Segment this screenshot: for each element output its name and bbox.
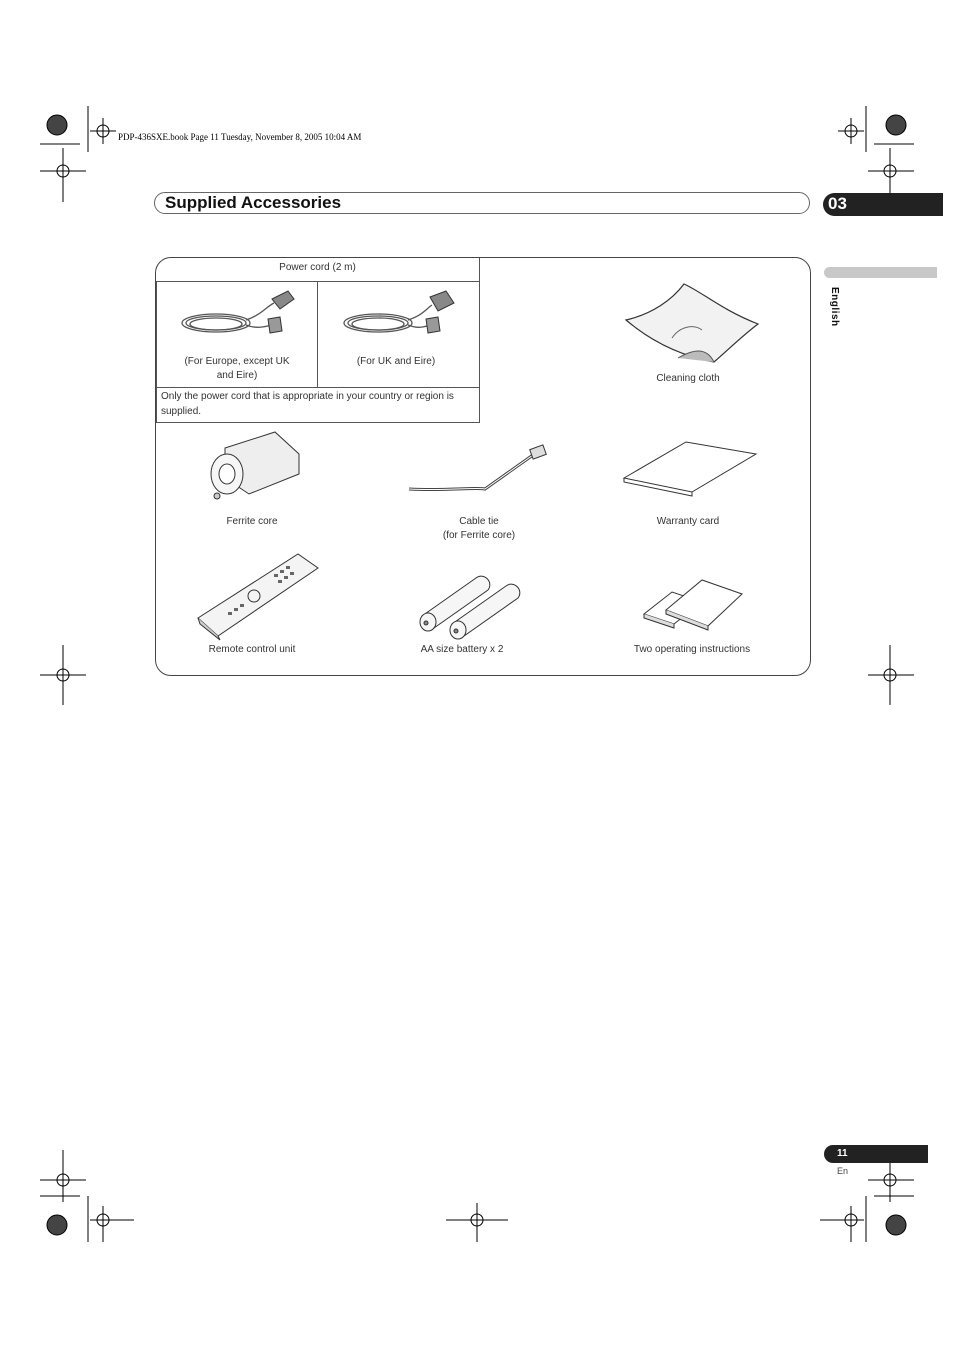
cleaning-cloth-image — [622, 280, 762, 370]
batteries-label: AA size battery x 2 — [420, 644, 504, 655]
cable-tie-image — [405, 445, 550, 495]
power-cord-uk-image — [338, 287, 468, 347]
ferrite-core-image — [205, 428, 305, 503]
remote-control-image — [194, 550, 324, 640]
power-cord-note-cell — [156, 387, 480, 423]
instructions-image — [640, 576, 750, 641]
remote-control-label: Remote control unit — [208, 644, 296, 655]
chapter-number: 03 — [828, 194, 847, 213]
page-number: 11 — [837, 1148, 848, 1159]
power-cord-header: Power cord (2 m) — [279, 262, 356, 273]
page-title: Supplied Accessories — [165, 193, 342, 212]
power-cord-europe-image — [176, 287, 306, 347]
power-cord-europe-label: (For Europe, except UK and Eire) — [184, 356, 290, 381]
cable-tie-label-1: Cable tie — [459, 516, 499, 527]
warranty-card-image — [620, 438, 760, 498]
instructions-label: Two operating instructions — [633, 644, 751, 655]
cable-tie-label-2: (for Ferrite core) — [442, 530, 516, 541]
ferrite-core-label: Ferrite core — [226, 516, 278, 527]
cleaning-cloth-label: Cleaning cloth — [656, 373, 720, 384]
power-cord-header-cell — [156, 258, 480, 282]
power-cord-note: Only the power cord that is appropriate in your country or region is supplied. — [161, 391, 454, 417]
language-tab — [824, 267, 937, 278]
batteries-image — [414, 570, 529, 635]
page-language-code: En — [837, 1166, 849, 1176]
power-cord-uk-label: (For UK and Eire) — [356, 356, 436, 367]
warranty-card-label: Warranty card — [656, 516, 720, 527]
language-label: English — [829, 287, 840, 327]
print-header: PDP-436SXE.book Page 11 Tuesday, November 8, 2005 10:04 AM — [118, 132, 362, 142]
